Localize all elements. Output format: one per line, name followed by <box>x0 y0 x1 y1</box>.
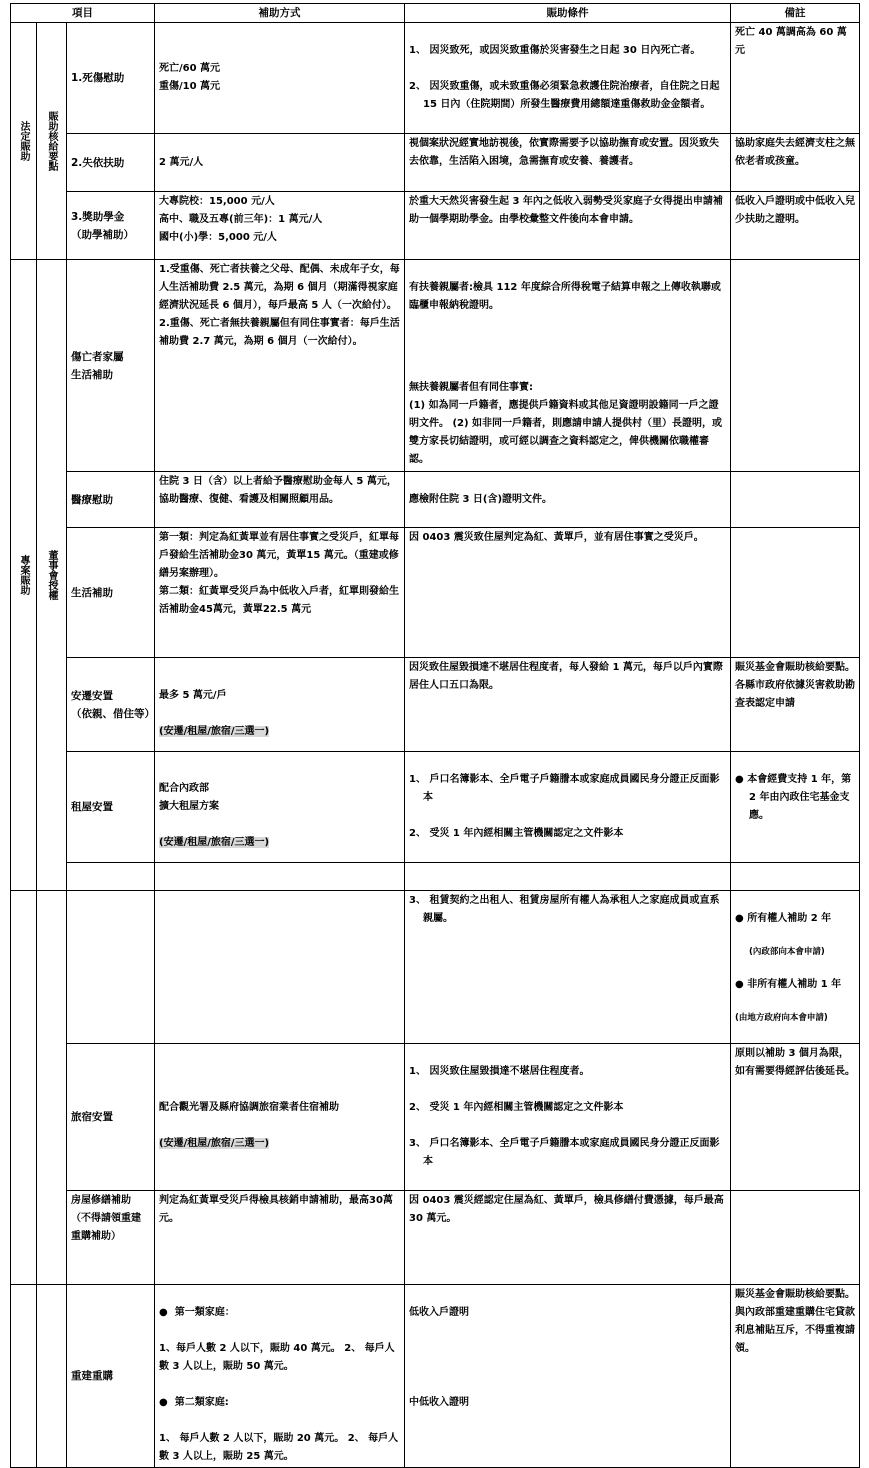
table-row <box>11 134 860 192</box>
cond-rental <box>405 752 731 863</box>
method-empty <box>155 863 405 891</box>
method-scholarship: 大專院校：15,000 元/人 高中、職及五專(前三年)：1 萬元/人 國中(小)學：5,000 元/人 <box>155 192 405 260</box>
header-notes: 備註 <box>731 4 860 23</box>
header-item: 項目 <box>11 4 155 23</box>
cond-hotel-1: 1、 因災致住屋毀損達不堪居住程度者。 <box>409 1066 590 1077</box>
section-cont-1 <box>11 891 37 1285</box>
notes-rental-cont <box>731 891 860 1044</box>
notes-living <box>731 528 860 658</box>
method-orphan: 2 萬元/人 <box>155 134 405 192</box>
cond-bereaved-1: 有扶養親屬者:檢具 112 年度綜合所得稅電子結算申報之上傳收執聯或臨櫃申報納稅證明。 <box>409 282 721 311</box>
table-row <box>11 528 860 658</box>
section-statutory: 法定賑助 <box>11 23 37 260</box>
method-death: 死亡/60 萬元 重傷/10 萬元 <box>155 23 405 134</box>
cond-scholarship: 於重大天然災害發生起 3 年內之低收入弱勢受災家庭子女得提出申請補助一個學期助學金。由學校彙整文件後向本會申請。 <box>405 192 731 260</box>
method-hotel <box>155 1044 405 1191</box>
cond-medical: 應檢附住院 3 日(含)證明文件。 <box>405 472 731 528</box>
note-owner: ● 所有權人補助 2 年 <box>735 913 832 924</box>
item-medical: 醫療慰助 <box>67 472 155 528</box>
relief-table <box>10 3 860 1468</box>
cond-empty <box>405 863 731 891</box>
notes-rental <box>731 752 860 863</box>
cond-orphan: 視個案狀況經實地訪視後，依實際需要予以協助撫育或安置。因災致失去依靠，生活陷入困境，急需撫育或安養、養護者。 <box>405 134 731 192</box>
cond-rebuild-1: 低收入戶證明 <box>409 1307 469 1318</box>
method-medical: 住院 3 日（含）以上者給予醫療慰助金每人 5 萬元，協助醫療、復健、看護及相關照顧用品。 <box>155 472 405 528</box>
item-bereaved: 傷亡者家屬 生活補助 <box>67 260 155 472</box>
section-special: 專案賑助 <box>11 260 37 891</box>
section-statutory-sub: 賑助核給要點 <box>37 23 67 260</box>
item-hotel: 旅宿安置 <box>67 1044 155 1191</box>
method-relocation <box>155 658 405 752</box>
header-row <box>11 4 860 23</box>
table-row <box>11 1191 860 1285</box>
table-row <box>11 1044 860 1191</box>
method-relocation-text: 最多 5 萬元/戶 <box>159 689 227 701</box>
item-orphan: 2.失依扶助 <box>67 134 155 192</box>
note-nonowner: ● 非所有權人補助 1 年 <box>735 979 842 990</box>
item-living: 生活補助 <box>67 528 155 658</box>
method-rental-cont <box>155 891 405 1044</box>
notes-scholarship: 低收入戶證明或中低收入兒少扶助之證明。 <box>731 192 860 260</box>
table-row <box>11 752 860 863</box>
item-empty <box>67 863 155 891</box>
section-cont-2 <box>37 891 67 1285</box>
item-rebuild: 重建重購 <box>67 1285 155 1468</box>
item-death: 1.死傷慰助 <box>67 23 155 134</box>
header-conditions: 賑助條件 <box>405 4 731 23</box>
cond-repair: 因 0403 震災經認定住屋為紅、黃單戶，檢具修繕付費憑據，每戶最高 30 萬元。 <box>405 1191 731 1285</box>
section-cont-4 <box>37 1285 67 1468</box>
table-row <box>11 23 860 134</box>
method-living: 第一類：判定為紅黃單並有居住事實之受災戶，紅單每戶發給生活補助金30 萬元，黃單15 萬元。（重建或修繕另案辦理）。 第二類：紅黃單受災戶為中低收入戶者，紅單則發給生活補助金45萬元，黃單22.5 萬元 <box>155 528 405 658</box>
cond-death-1: 1、 因災致死，或因災致重傷於災害發生之日起 30 日內死亡者。 <box>409 45 701 56</box>
notes-bereaved <box>731 260 860 472</box>
cond-rental-2: 2、 受災 1 年內經相關主管機關認定之文件影本 <box>409 828 624 839</box>
note-owner-sub: (內政部向本會申請) <box>749 947 825 957</box>
table-row <box>11 891 860 1044</box>
notes-relocation: 賑災基金會賑助核給要點。 各縣市政府依據災害救助勘查表認定申請 <box>731 658 860 752</box>
cond-living: 因 0403 震災致住屋判定為紅、黃單戶，並有居住事實之受災戶。 <box>405 528 731 658</box>
cond-bereaved <box>405 260 731 472</box>
method-rental-text: 配合內政部 擴大租屋方案 <box>159 783 219 812</box>
cond-rebuild-2: 中低收入證明 <box>409 1397 469 1408</box>
cond-rental-3: 3、 租賃契約之出租人、租賃房屋所有權人為承租人之家庭成員或直系親屬。 <box>405 891 731 1044</box>
method-rental <box>155 752 405 863</box>
section-special-sub: 董事會授權 <box>37 260 67 891</box>
notes-empty <box>731 863 860 891</box>
notes-medical <box>731 472 860 528</box>
cond-bereaved-2: 無扶養親屬者但有同住事實: (1) 如為同一戶籍者，應提供戶籍資料或其他足資證明設籍同一戶之證明文件。 (2) 如非同一戶籍者，則應請申請人提供村（里）長證明，或雙方家長切結證明，或可經以調查之資料認定之，俾供機關依職權審認。 <box>409 382 723 465</box>
table-row <box>11 863 860 891</box>
method-repair: 判定為紅黃單受災戶得檢具核銷申請補助，最高30萬元。 <box>155 1191 405 1285</box>
method-rebuild <box>155 1285 405 1468</box>
notes-repair <box>731 1191 860 1285</box>
table-row <box>11 1285 860 1468</box>
three-choose-one-tag: (安遷/租屋/旅宿/三選一) <box>159 1138 270 1149</box>
cond-death-2: 2、 因災致重傷，或未致重傷必須緊急救護住院治療者，自住院之日起 15 日內（住院期間）所發生醫療費用總額達重傷救助金金額者。 <box>409 81 720 110</box>
header-method: 補助方式 <box>155 4 405 23</box>
three-choose-one-tag: (安遷/租屋/旅宿/三選一) <box>159 837 270 848</box>
table-row <box>11 260 860 472</box>
rebuild-class1: ● 第一類家庭： <box>159 1307 235 1318</box>
cond-rebuild <box>405 1285 731 1468</box>
notes-orphan: 協助家庭失去經濟支柱之無依老者或孩童。 <box>731 134 860 192</box>
section-cont-3 <box>11 1285 37 1468</box>
note-nonowner-sub: (由地方政府向本會申請) <box>735 1013 828 1023</box>
table-row <box>11 658 860 752</box>
item-relocation: 安遷安置 （依親、借住等） <box>67 658 155 752</box>
item-rental: 租屋安置 <box>67 752 155 863</box>
notes-death: 死亡 40 萬調高為 60 萬元 <box>731 23 860 134</box>
notes-rental-bullet: ● 本會經費支持 1 年，第 2 年由內政住宅基金支應。 <box>735 774 852 821</box>
cond-hotel-2: 2、 受災 1 年內經相關主管機關認定之文件影本 <box>409 1102 624 1113</box>
cond-death <box>405 23 731 134</box>
item-repair: 房屋修繕補助（不得請領重建重購補助） <box>67 1191 155 1285</box>
notes-hotel: 原則以補助 3 個月為限，如有需要得經評估後延長。 <box>731 1044 860 1191</box>
rebuild-class2-text: 1、 每戶人數 2 人以下，賑助 20 萬元。 2、 每戶人數 3 人以上，賑助 25 萬元。 <box>159 1433 399 1462</box>
item-rental-cont <box>67 891 155 1044</box>
method-bereaved: 1.受重傷、死亡者扶養之父母、配偶、未成年子女，每人生活補助費 2.5 萬元，為期 6 個月（期滿得視家庭經濟狀況延長 6 個月），每戶最高 5 人（一次給付）。 2.重傷、死亡者無扶養親屬但有同住事實者：每戶生活補助費 2.7 萬元，為期 6 個月（一次給付）。 <box>155 260 405 472</box>
cond-relocation: 因災致住屋毀損達不堪居住程度者，每人發給 1 萬元，每戶以戶內實際居住人口五口為限。 <box>405 658 731 752</box>
three-choose-one-tag: (安遷/租屋/旅宿/三選一) <box>159 725 270 737</box>
cond-hotel-3: 3、 戶口名簿影本、全戶電子戶籍謄本或家庭成員國民身分證正反面影本 <box>409 1138 720 1167</box>
rebuild-class2: ● 第二類家庭: <box>159 1397 229 1408</box>
item-scholarship: 3.獎助學金 （助學補助） <box>67 192 155 260</box>
notes-rebuild: 賑災基金會賑助核給要點。 與內政部重建重購住宅貸款利息補貼互斥，不得重複請領。 <box>731 1285 860 1468</box>
rebuild-class1-text: 1、每戶人數 2 人以下，賑助 40 萬元。 2、 每戶人數 3 人以上，賑助 50 萬元。 <box>159 1343 395 1372</box>
cond-rental-1: 1、 戶口名簿影本、全戶電子戶籍謄本或家庭成員國民身分證正反面影本 <box>409 774 720 803</box>
method-hotel-text: 配合觀光署及縣府協調旅宿業者住宿補助 <box>159 1102 339 1113</box>
table-row <box>11 192 860 260</box>
cond-hotel <box>405 1044 731 1191</box>
table-row <box>11 472 860 528</box>
